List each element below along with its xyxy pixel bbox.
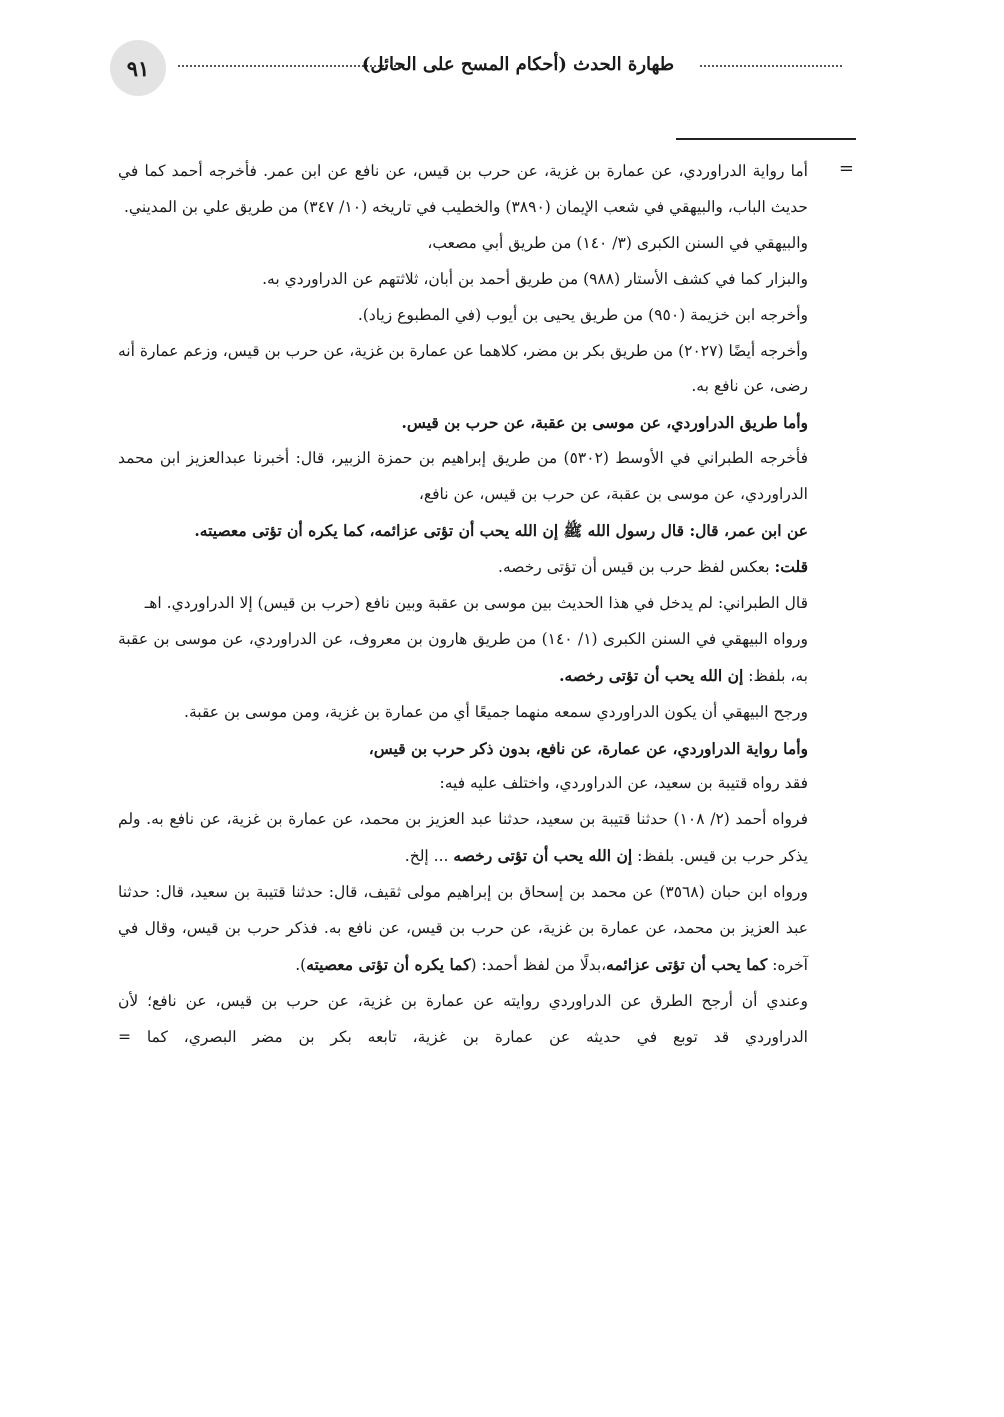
footnote-body: [118, 154, 808, 1056]
bayhaqi-sunan-text: ورواه البيهقي في السنن الكبرى (١/ ١٤٠) من طريق هارون بن معروف، عن الدراوردي، عن موسى بن عقبة به، بلفظ:: [118, 629, 808, 685]
page-number: ٩١: [110, 40, 166, 96]
paragraph-tabarani-comment: قال الطبراني: لم يدخل في هذا الحديث بين موسى بن عقبة وبين نافع (حرب بن قيس) إلا الدراوردي. اهـ: [144, 593, 808, 612]
ahmad-narration-wording: إن الله يحب أن تؤتى رخصه: [453, 846, 633, 866]
footnote-separator-rule: [676, 138, 856, 140]
paragraph-ibn-khuzaymah-second: وأخرجه أيضًا (٢٠٢٧) من طريق بكر بن مضر، كلاهما عن عمارة بن غزية، عن حرب بن قيس، وزعم عمارة أنه رضى، عن نافع به.: [118, 341, 808, 396]
paragraph-ibn-hibban: [118, 875, 808, 984]
running-title: طهارة الحدث (أحكام المسح على الحائل): [361, 54, 675, 75]
section-heading-without-harb: وأما رواية الدراوردي، عن عمارة، عن نافع، بدون ذكر حرب بن قيس،: [368, 738, 808, 758]
header-dotted-leader-right: [700, 65, 842, 67]
bayhaqi-sunan-wording: إن الله يحب أن تؤتى رخصه.: [559, 665, 744, 685]
ibn-hibban-wording: كما يحب أن تؤتى عزائمه: [606, 954, 768, 974]
paragraph-ibn-khuzaymah: وأخرجه ابن خزيمة (٩٥٠) من طريق يحيى بن أيوب (في المطبوع زياد).: [357, 305, 808, 324]
paragraph-bayhaqi-sunan: [118, 622, 808, 695]
paragraph-bayhaqi: والبيهقي في السنن الكبرى (٣/ ١٤٠) من طريق أبي مصعب،: [427, 233, 808, 252]
paragraph-author-conclusion: وعندي أن أرجح الطرق عن الدراوردي روايته عن عمارة بن غزية، عن حرب بن قيس، عن نافع؛ لأن الدراوردي قد توبع في حديثه عن عمارة بن غزية، تابعه بكر بن مضر البصري، كما =: [118, 991, 808, 1046]
paragraph-narration-darawardi: أما رواية الدراوردي، عن عمارة بن غزية، عن حرب بن قيس، عن نافع عن ابن عمر. فأخرجه أحمد كما في حديث الباب، والبيهقي في شعب الإيمان (٣٨٩٠) والخطيب في تاريخه (١٠/ ٣٤٧) من طريق علي بن المديني.: [118, 162, 808, 216]
ahmad-narration-text: فرواه أحمد (٢/ ١٠٨) حدثنا قتيبة بن سعيد، حدثنا عبد العزيز بن محمد، عن عمارة بن غزية، عن نافع به. ولم يذكر حرب بن قيس. بلفظ:: [118, 810, 809, 866]
page-header: [106, 40, 842, 102]
ibn-hibban-tail: ).: [295, 955, 307, 974]
ibn-hibban-mid: ،بدلًا من لفظ أحمد: (: [470, 955, 607, 974]
footnote-continuation-mark: =: [838, 158, 854, 179]
hadith-text: عن ابن عمر، قال: قال رسول الله ﷺ إن الله يحب أن تؤتى عزائمه، كما يكره أن تؤتى معصيته.: [194, 521, 808, 541]
paragraph-tabarani-awsat: فأخرجه الطبراني في الأوسط (٥٣٠٢) من طريق إبراهيم بن حمزة الزبير، قال: أخبرنا عبدالعزيز ابن محمد الدراوردي، عن موسى بن عقبة، عن حرب بن قيس، عن نافع،: [118, 449, 808, 504]
paragraph-qultu: [118, 549, 808, 586]
section-heading-musa-ibn-uqbah: وأما طريق الدراوردي، عن موسى بن عقبة، عن حرب بن قيس.: [401, 413, 808, 433]
qultu-label: قلت:: [774, 556, 808, 576]
paragraph-bayhaqi-preference: ورجح البيهقي أن يكون الدراوردي سمعه منهما جميعًا أي من عمارة بن غزية، ومن موسى بن عقبة.: [184, 702, 808, 721]
paragraph-qutaybah: فقد رواه قتيبة بن سعيد، عن الدراوردي، واختلف عليه فيه:: [439, 774, 808, 793]
ahmad-narration-tail: ... إلخ.: [404, 847, 454, 866]
paragraph-ahmad-narration: [118, 802, 808, 875]
qultu-text: بعكس لفظ حرب بن قيس أن تؤتى رخصه.: [498, 557, 775, 576]
ibn-hibban-text: ورواه ابن حبان (٣٥٦٨) عن محمد بن إسحاق بن إبراهيم مولى ثقيف، قال: حدثنا قتيبة بن سعيد، قال: حدثنا عبد العزيز بن محمد، عن عمارة بن غزية، عن حرب بن قيس، عن نافع به. فذكر حرب بن قيس، وقال في آخره:: [118, 883, 808, 974]
ahmad-wording: كما يكره أن تؤتى معصيته: [306, 954, 471, 974]
paragraph-bazzar: والبزار كما في كشف الأستار (٩٨٨) من طريق أحمد بن أبان، ثلاثتهم عن الدراوردي به.: [262, 269, 808, 288]
